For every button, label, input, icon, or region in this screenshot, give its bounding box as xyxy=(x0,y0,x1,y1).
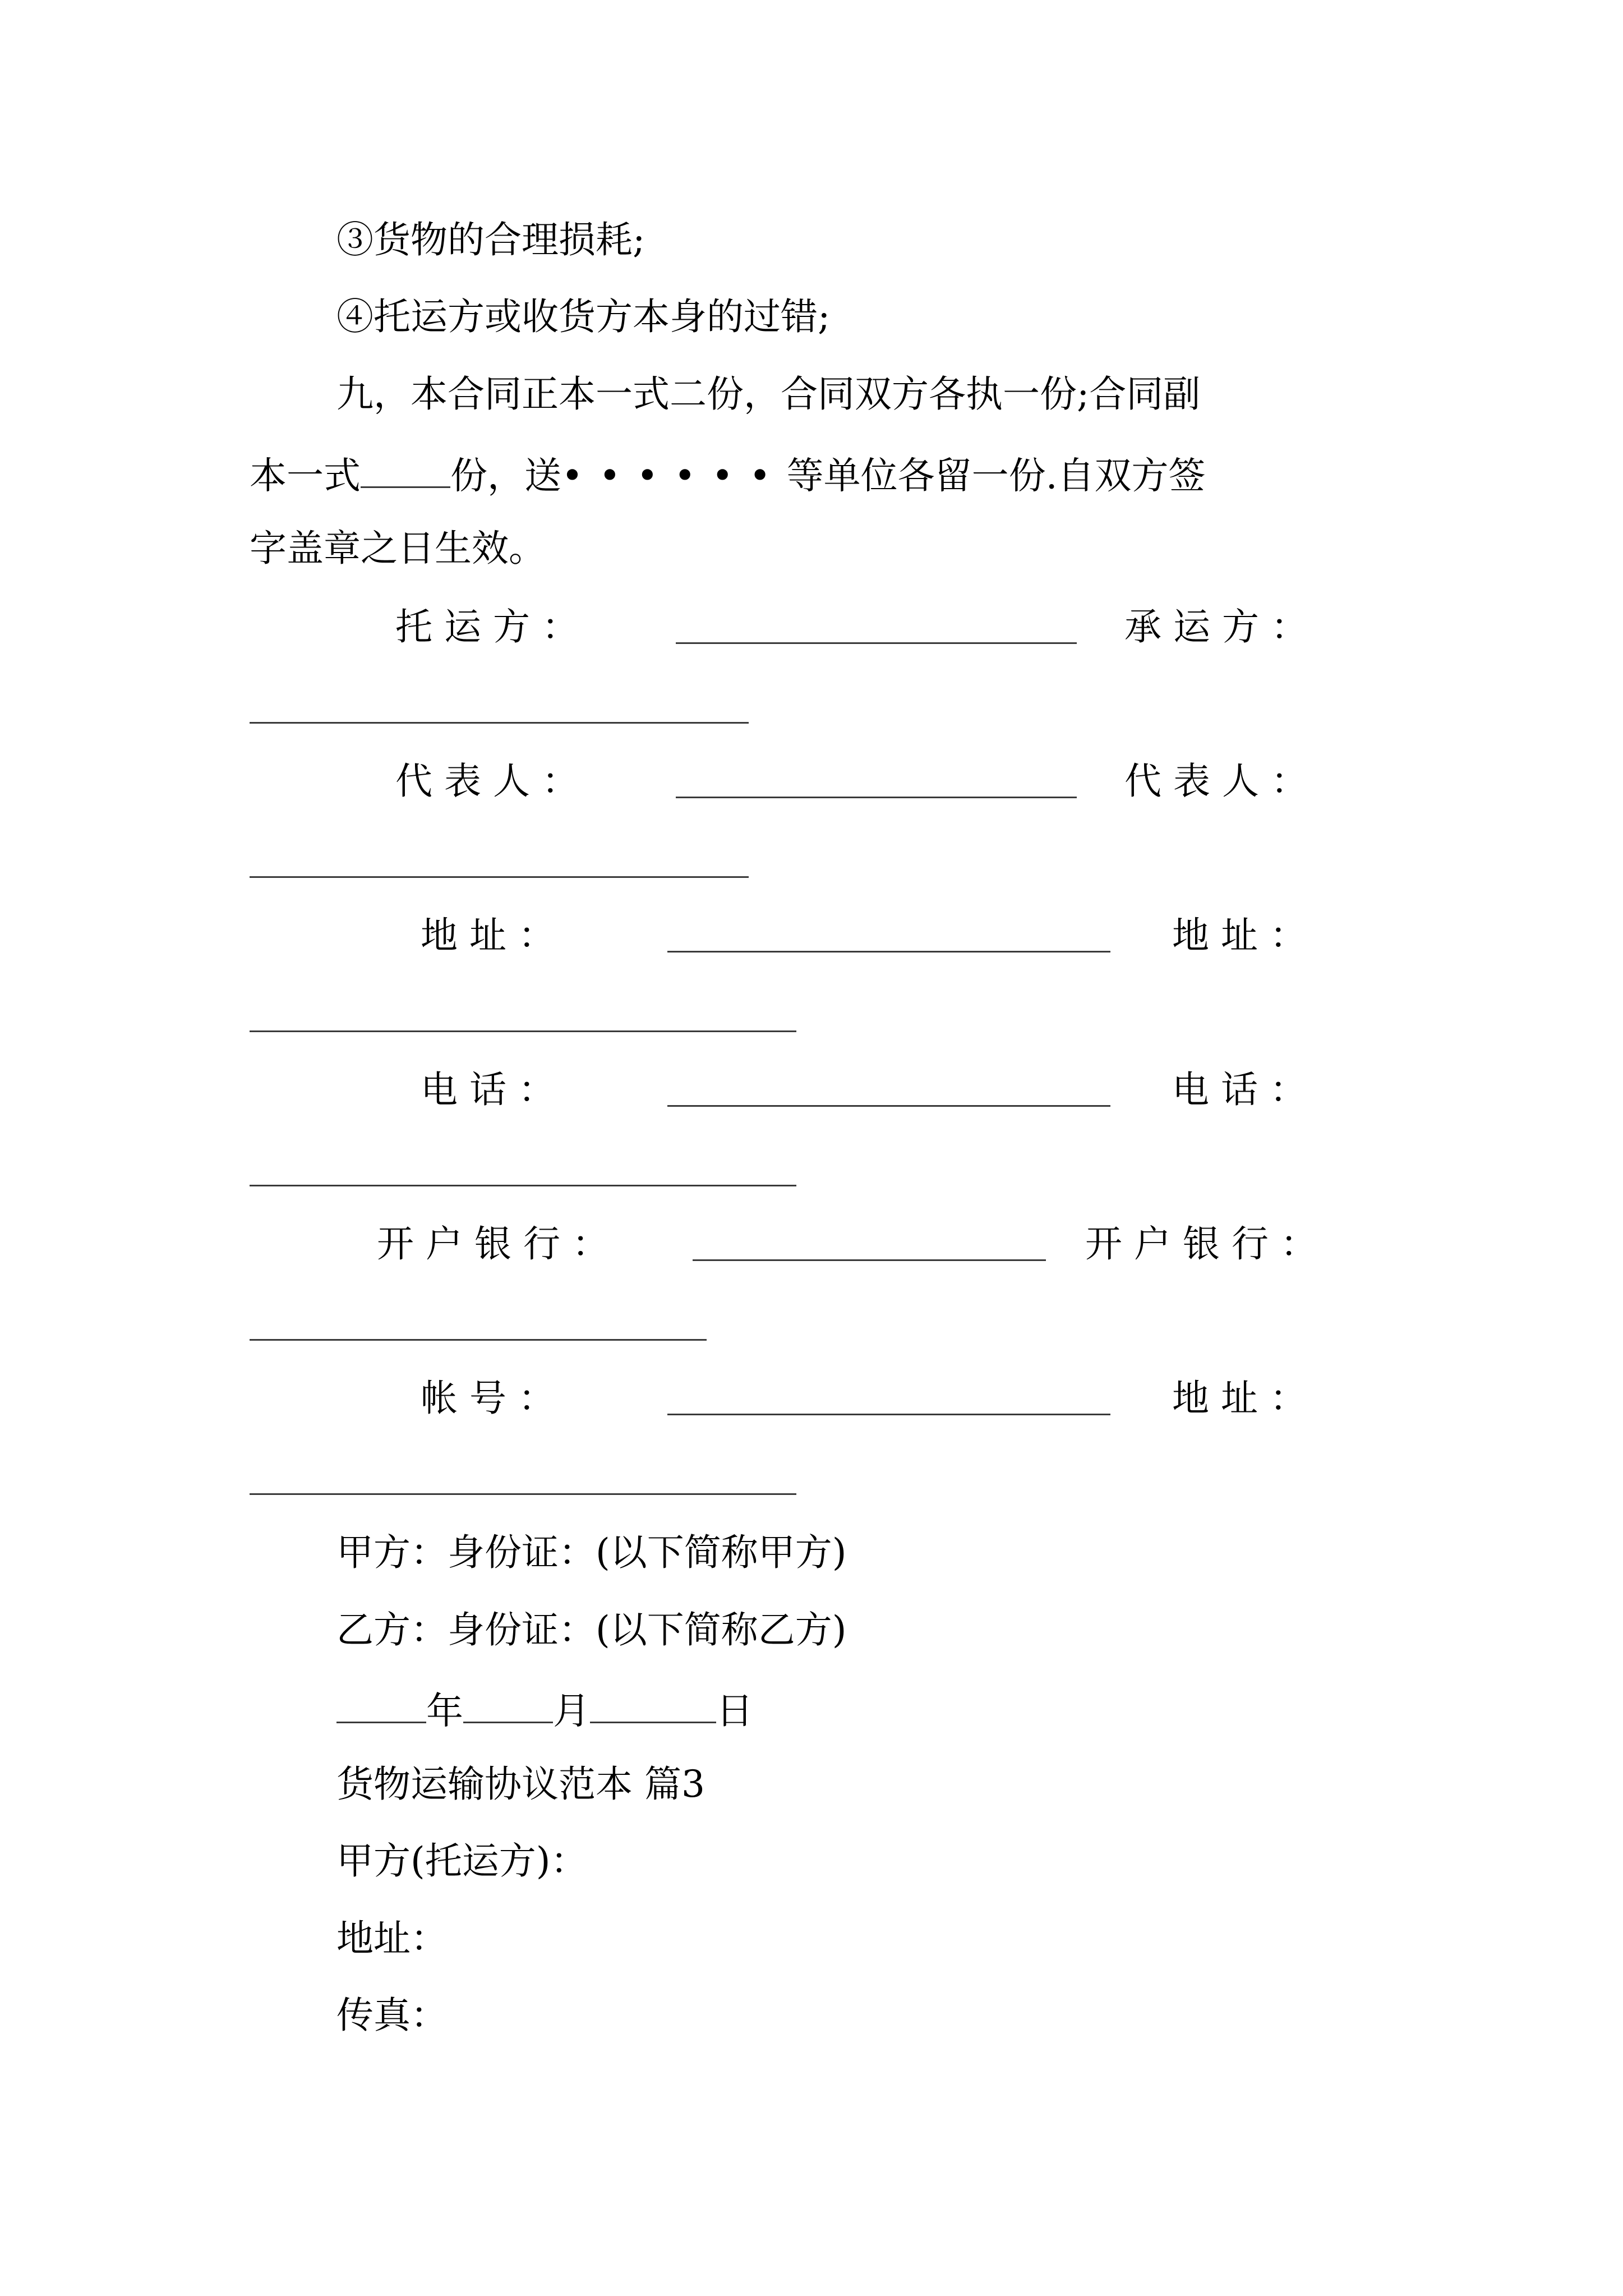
bank-left-line xyxy=(693,1259,1046,1261)
phone-left-line xyxy=(667,1105,1110,1107)
clause-9-line-1: 九，本合同正本一式二份，合同双方各执一份;合同副 xyxy=(336,372,1201,416)
day-blank xyxy=(590,1688,716,1723)
signature-row-phones xyxy=(0,1068,1623,1122)
representative-left-line xyxy=(676,797,1077,798)
clause-9-text-a: 本一式 xyxy=(250,454,361,498)
day-label: 日 xyxy=(716,1689,753,1733)
date-line xyxy=(336,1688,753,1733)
shipper-line xyxy=(676,642,1077,644)
month-blank xyxy=(463,1688,553,1723)
representative-right-label: 代 表 人 ： xyxy=(1124,760,1308,803)
clause-9-text-c: 等单位各留一份.自双方签 xyxy=(786,454,1206,498)
clause-item-4: ④托运方或收货方本身的过错; xyxy=(336,295,831,338)
account-left-label: 帐 号 ： xyxy=(421,1377,555,1420)
party-a-shipper: 甲方(托运方)： xyxy=(336,1839,588,1883)
account-right-line xyxy=(250,1493,796,1495)
phone-right-line xyxy=(250,1185,796,1186)
section-title: 货物运输协议范本 篇3 xyxy=(336,1763,705,1806)
party-a-id: 甲方：身份证：(以下简称甲方) xyxy=(336,1531,847,1574)
carrier-label: 承 运 方 ： xyxy=(1124,605,1308,648)
clause-9-line-2 xyxy=(250,453,1206,498)
signature-row-addresses xyxy=(0,914,1623,968)
fax-field: 传真： xyxy=(336,1994,448,2037)
carrier-line xyxy=(250,722,749,724)
account-left-line xyxy=(667,1414,1110,1415)
address-right-label: 地 址 ： xyxy=(1172,914,1307,957)
bank-left-label: 开 户 银 行 ： xyxy=(377,1222,609,1266)
clause-9-text-b: 份，送 xyxy=(450,454,561,498)
month-label: 月 xyxy=(553,1689,590,1733)
year-label: 年 xyxy=(426,1689,463,1733)
representative-left-label: 代 表 人 ： xyxy=(395,760,579,803)
ellipsis-dots: •••••• xyxy=(561,454,787,498)
copies-blank xyxy=(361,453,450,488)
signature-row-accounts xyxy=(0,1377,1623,1430)
address-left-line xyxy=(667,951,1110,953)
address-left-label: 地 址 ： xyxy=(421,914,555,957)
clause-item-3: ③货物的合理损耗; xyxy=(336,218,645,261)
signature-row-representatives xyxy=(0,760,1623,813)
address-right-line xyxy=(250,1030,796,1032)
clause-9-line-3: 字盖章之日生效。 xyxy=(250,527,546,570)
party-b-id: 乙方：身份证：(以下简称乙方) xyxy=(336,1608,847,1651)
signature-row-banks xyxy=(0,1222,1623,1276)
signature-row-parties xyxy=(0,605,1623,659)
bank-right-line xyxy=(250,1339,707,1341)
representative-right-line xyxy=(250,876,749,878)
address-field: 地址： xyxy=(336,1917,448,1960)
phone-right-label: 电 话 ： xyxy=(1172,1068,1307,1111)
bank-right-label: 开 户 银 行 ： xyxy=(1085,1222,1317,1266)
phone-left-label: 电 话 ： xyxy=(421,1068,555,1111)
account-right-label: 地 址 ： xyxy=(1172,1377,1307,1420)
year-blank xyxy=(336,1688,426,1723)
shipper-label: 托 运 方 ： xyxy=(395,605,579,648)
